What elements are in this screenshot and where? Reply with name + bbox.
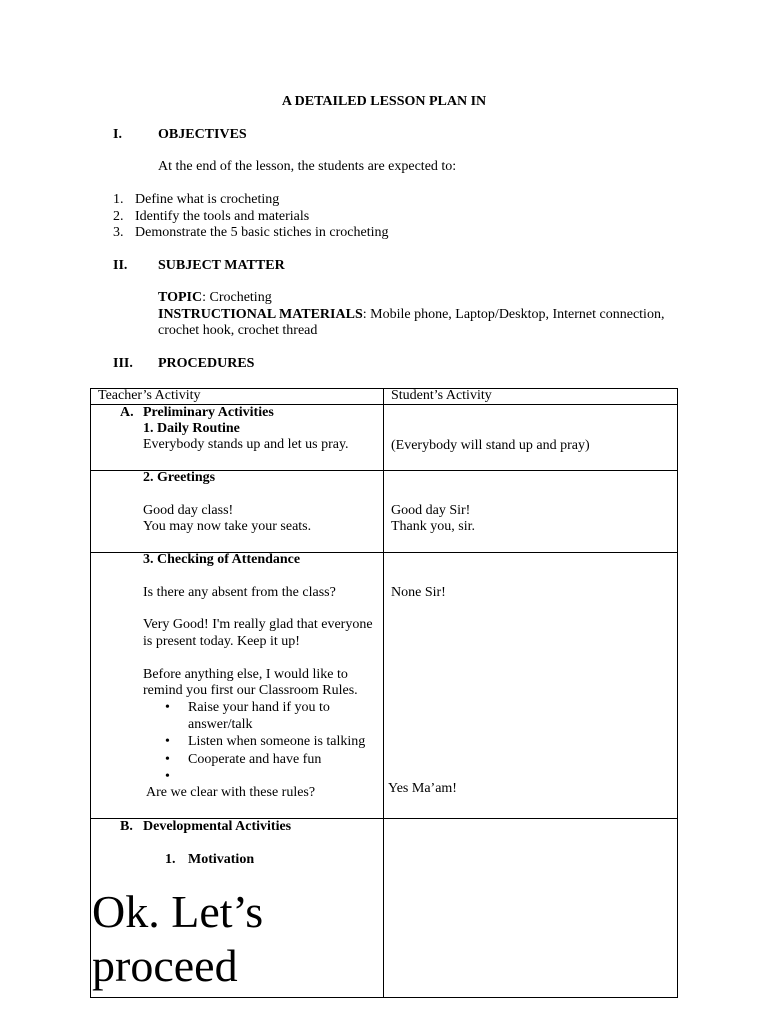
procedures-table — [90, 388, 678, 998]
before-line-2: remind you first our Classroom Rules. — [143, 683, 358, 698]
preliminary-heading: Preliminary Activities — [143, 405, 274, 420]
bullet-icon: • — [165, 734, 170, 749]
objectives-heading: OBJECTIVES — [158, 127, 247, 142]
attendance-heading: 3. Checking of Attendance — [143, 552, 301, 567]
section-letter-b: B. — [120, 819, 133, 834]
objectives-list — [113, 192, 388, 242]
list-item — [143, 769, 365, 786]
greetings-student-1: Good day Sir! — [391, 503, 471, 518]
motivation-heading: Motivation — [188, 852, 255, 867]
classroom-rules-list — [143, 700, 365, 786]
objectives-intro: At the end of the lesson, the students are expected to: — [158, 159, 457, 174]
attendance-student: None Sir! — [391, 585, 446, 600]
attendance-question: Is there any absent from the class? — [143, 585, 336, 600]
subject-matter-heading: SUBJECT MATTER — [158, 258, 285, 273]
procedures-heading: PROCEDURES — [158, 356, 255, 371]
materials-line-2: crochet hook, crochet thread — [158, 323, 318, 338]
clear-student-answer: Yes Ma’am! — [388, 781, 457, 796]
greetings-heading: 2. Greetings — [143, 470, 216, 485]
very-good-line-2: is present today. Keep it up! — [143, 634, 300, 649]
topic-line: TOPIC: Crocheting — [158, 290, 272, 305]
routine-student-text: (Everybody will stand up and pray) — [391, 438, 590, 453]
subject-matter-numeral: II. — [113, 258, 128, 273]
column-header-student: Student’s Activity — [391, 388, 492, 403]
motivation-number: 1. — [165, 852, 176, 867]
greetings-teacher-1: Good day class! — [143, 503, 234, 518]
greetings-student-2: Thank you, sir. — [391, 519, 475, 534]
bullet-icon: • — [165, 700, 170, 715]
very-good-line-1: Very Good! I'm really glad that everyone — [143, 617, 373, 632]
procedures-numeral: III. — [113, 356, 133, 371]
bullet-icon: • — [165, 751, 170, 767]
clear-question: Are we clear with these rules? — [146, 785, 316, 800]
document-title: A DETAILED LESSON PLAN IN — [281, 94, 487, 109]
list-item: • Cooperate and have fun — [165, 751, 322, 767]
materials-line: INSTRUCTIONAL MATERIALS: Mobile phone, Laptop/Desktop, Internet connection, — [158, 307, 665, 322]
list-item-continuation: answer/talk — [188, 716, 253, 732]
proceed-large-text: Ok. Let’s proceed — [92, 886, 264, 991]
daily-routine-heading: 1. Daily Routine — [143, 421, 240, 436]
section-letter-a: A. — [120, 405, 134, 420]
list-item: 3. Demonstrate the 5 basic stiches in crocheting — [113, 225, 389, 240]
before-line-1: Before anything else, I would like to — [143, 667, 348, 682]
column-header-teacher: Teacher’s Activity — [98, 388, 201, 403]
routine-teacher-text: Everybody stands up and let us pray. — [143, 437, 349, 452]
greetings-teacher-2: You may now take your seats. — [143, 519, 312, 534]
list-item: • Listen when someone is talking — [165, 734, 366, 749]
list-item: 1. Define what is crocheting — [113, 192, 280, 207]
developmental-heading: Developmental Activities — [143, 819, 292, 834]
list-item: • Raise your hand if you to — [165, 700, 330, 715]
bullet-icon: • — [165, 769, 170, 784]
column-divider — [383, 389, 384, 997]
objectives-numeral: I. — [113, 127, 122, 142]
list-item: 2. Identify the tools and materials — [113, 208, 310, 224]
